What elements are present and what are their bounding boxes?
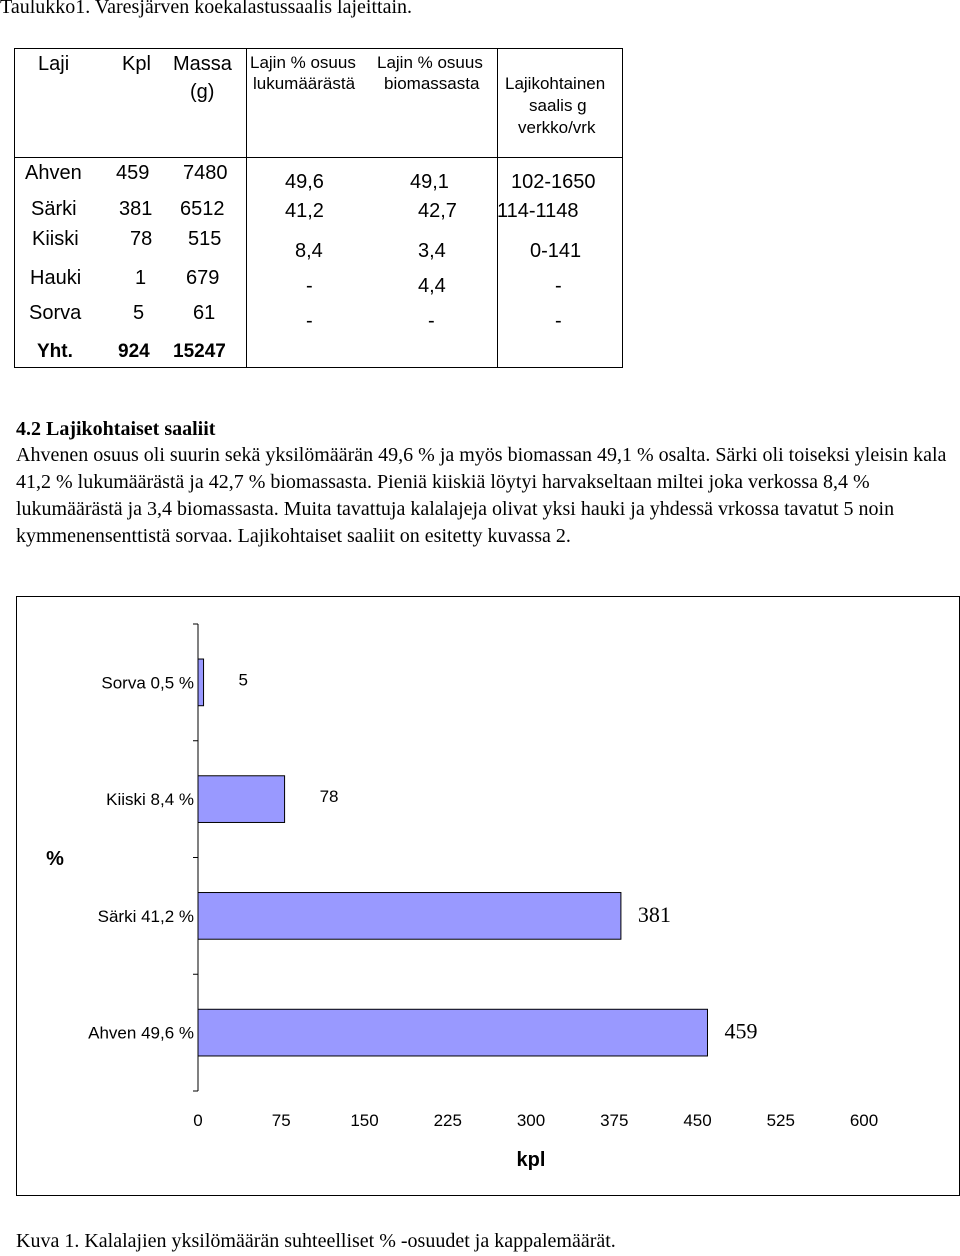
body-paragraph: Ahvenen osuus oli suurin sekä yksilömäärän 49,6 % ja myös biomassan 49,1 % osalta. Särki oli toiseksi yleisin kala 41,2 % lukumäärästä ja 42,7 % biomassasta. Pieniä kiiskiä löytyi harvakseltaan miltei joka verkossa 8,4 % lukumäärästä ja 3,4 biomassasta. Muita tavattuja kalalajeja olivat yksi hauki ja yhdessä vrkossa tavatut 5 noin kymmenensenttistä sorvaa. Lajikohtaiset saaliit on esitetty kuvassa 2. [16, 444, 947, 547]
table-cell-saalis: - [555, 275, 562, 297]
table-cell-lukumaara: 41,2 [285, 200, 324, 222]
x-tick-label: 225 [433, 1111, 462, 1130]
table-cell-laji: Ahven [25, 162, 82, 184]
x-axis-title: kpl [516, 1149, 546, 1171]
table-cell-saalis: - [555, 310, 562, 332]
table-cell-laji: Kiiski [32, 228, 79, 250]
x-tick-label: 375 [600, 1111, 629, 1130]
table-cell-laji: Sorva [29, 302, 82, 324]
table-cell-massa: 61 [193, 302, 216, 324]
table-total-massa: 15247 [173, 341, 226, 362]
table-cell-massa: 6512 [180, 198, 225, 220]
table-total-label: Yht. [37, 341, 73, 362]
x-tick-label: 300 [516, 1111, 546, 1130]
table-cell-biomassa: 42,7 [418, 200, 457, 222]
chart-bar [198, 1009, 707, 1056]
header-biomassa-line2: biomassasta [384, 74, 480, 93]
section-title: 4.2 Lajikohtaiset saaliit [16, 418, 216, 440]
table-cell-lukumaara: 8,4 [295, 240, 323, 262]
y-axis-title: % [46, 848, 64, 870]
x-tick-label: 75 [271, 1111, 291, 1130]
category-label: Ahven 49,6 % [88, 1023, 194, 1043]
data-label: 78 [319, 787, 339, 807]
header-biomassa-line1: Lajin % osuus [377, 53, 483, 72]
data-label: 381 [637, 901, 671, 927]
table-cell-kpl: 1 [135, 267, 147, 289]
table-cell-laji: Särki [31, 198, 77, 220]
table-cell-biomassa: 49,1 [410, 171, 449, 193]
header-laji: Laji [38, 53, 70, 75]
table-total-kpl: 924 [118, 341, 150, 362]
x-tick-label: 0 [193, 1111, 203, 1130]
category-label: Kiiski 8,4 % [106, 790, 194, 810]
x-tick-label: 450 [683, 1111, 712, 1130]
x-tick-label: 150 [350, 1111, 379, 1130]
header-saalis-line1: Lajikohtainen [505, 74, 606, 93]
table-cell-lukumaara: 49,6 [285, 171, 324, 193]
chart-bar [198, 893, 621, 940]
header-massa-line2: (g) [190, 81, 215, 103]
table-cell-massa: 679 [186, 267, 220, 289]
header-saalis-line3: verkko/vrk [518, 118, 596, 137]
table-cell-massa: 7480 [183, 162, 228, 184]
category-label: Sorva 0,5 % [101, 673, 194, 693]
data-label: 459 [724, 1018, 758, 1044]
table-cell-massa: 515 [188, 228, 222, 250]
table-cell-saalis: 0-141 [530, 240, 582, 262]
chart-svg [17, 597, 959, 1195]
species-chart [16, 596, 960, 1196]
table-cell-kpl: 459 [116, 162, 150, 184]
header-lukumaara-line2: lukumäärästä [253, 74, 356, 93]
data-label: 5 [238, 670, 249, 690]
x-tick-label: 600 [849, 1111, 879, 1130]
x-tick-label: 525 [766, 1111, 795, 1130]
table-cell-kpl: 381 [119, 198, 153, 220]
header-kpl: Kpl [122, 53, 151, 75]
table-cell-lukumaara: - [306, 310, 313, 332]
table-cell-biomassa: 4,4 [418, 275, 446, 297]
table-cell-lukumaara: - [306, 275, 313, 297]
table-cell-saalis: 114-1148 [497, 200, 579, 222]
chart-bar [198, 659, 204, 706]
table-cell-kpl: 5 [133, 302, 145, 324]
table-cell-biomassa: - [428, 310, 435, 332]
table-cell-saalis: 102-1650 [511, 171, 596, 193]
table-cell-laji: Hauki [30, 267, 82, 289]
table-cell-kpl: 78 [130, 228, 153, 250]
table-caption: Taulukko1. Varesjärven koekalastussaalis lajeittain. [0, 0, 413, 18]
category-label: Särki 41,2 % [97, 906, 194, 926]
table-cell-biomassa: 3,4 [418, 240, 446, 262]
chart-bar [198, 776, 285, 823]
header-massa-line1: Massa [173, 53, 232, 75]
header-saalis-line2: saalis g [529, 96, 587, 115]
figure-caption: Kuva 1. Kalalajien yksilömäärän suhteelliset % -osuudet ja kappalemäärät. [16, 1230, 616, 1252]
header-lukumaara-line1: Lajin % osuus [250, 53, 356, 72]
